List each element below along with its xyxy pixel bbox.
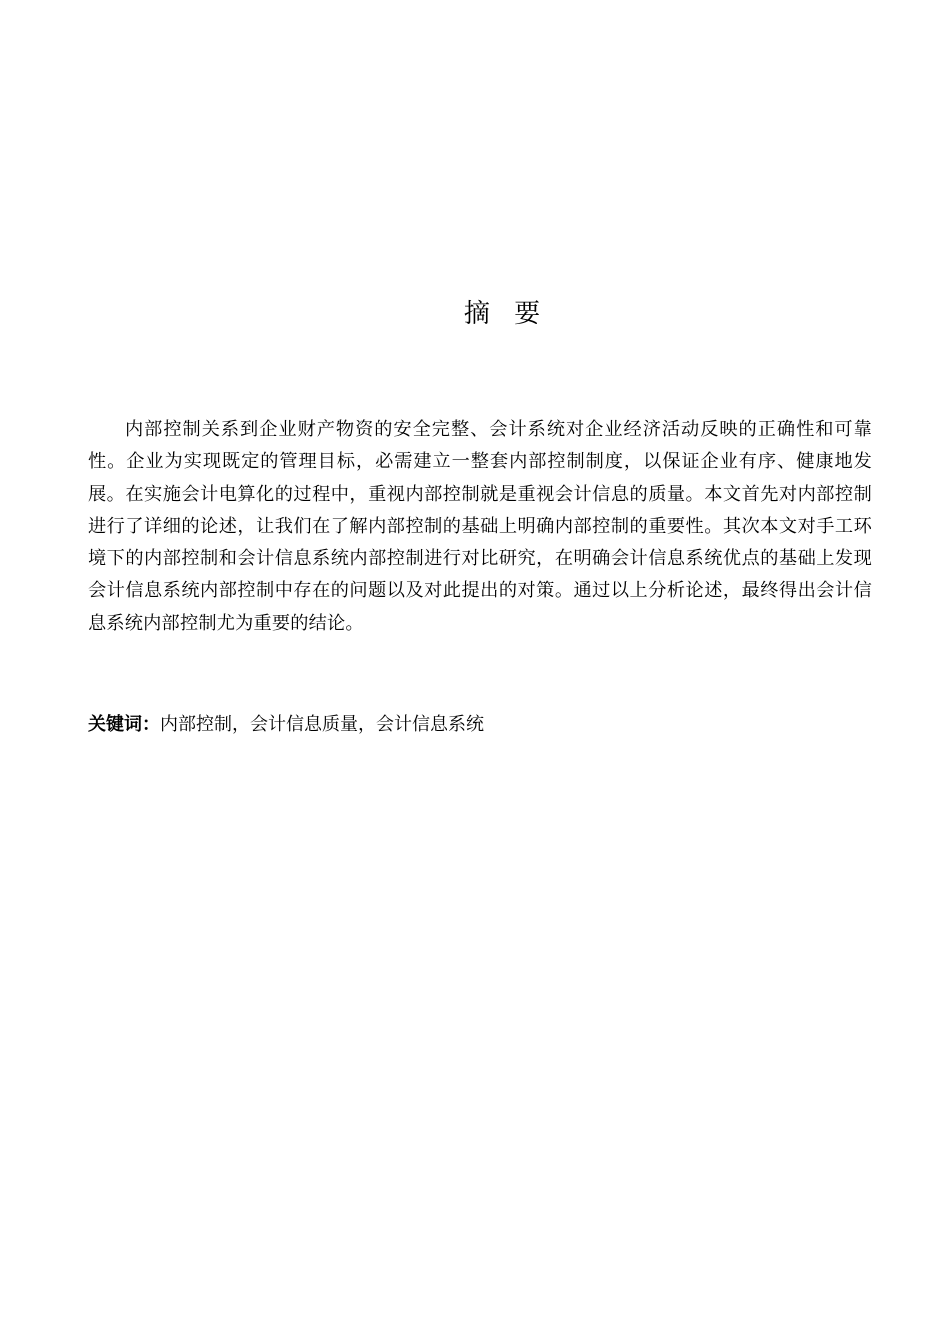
abstract-paragraph: 内部控制关系到企业财产物资的安全完整、会计系统对企业经济活动反映的正确性和可靠性。企业为实现既定的管理目标，必需建立一整套内部控制制度，以保证企业有序、健康地发展。在实施会计电算化的过程中，重视内部控制就是重视会计信息的质量。本文首先对内部控制进行了详细的论述，让我们在了解内部控制的基础上明确内部控制的重要性。其次本文对手工环境下的内部控制和会计信息系统内部控制进行对比研究，在明确会计信息系统优点的基础上发现会计信息系统内部控制中存在的问题以及对此提出的对策。通过以上分析论述，最终得出会计信息系统内部控制尤为重要的结论。 [88, 419, 872, 634]
keywords-label: 关键词： [88, 714, 160, 735]
keywords-line [88, 710, 872, 740]
page-title: 摘 要 [463, 299, 549, 329]
keywords-text: 内部控制，会计信息质量，会计信息系统 [160, 714, 484, 735]
